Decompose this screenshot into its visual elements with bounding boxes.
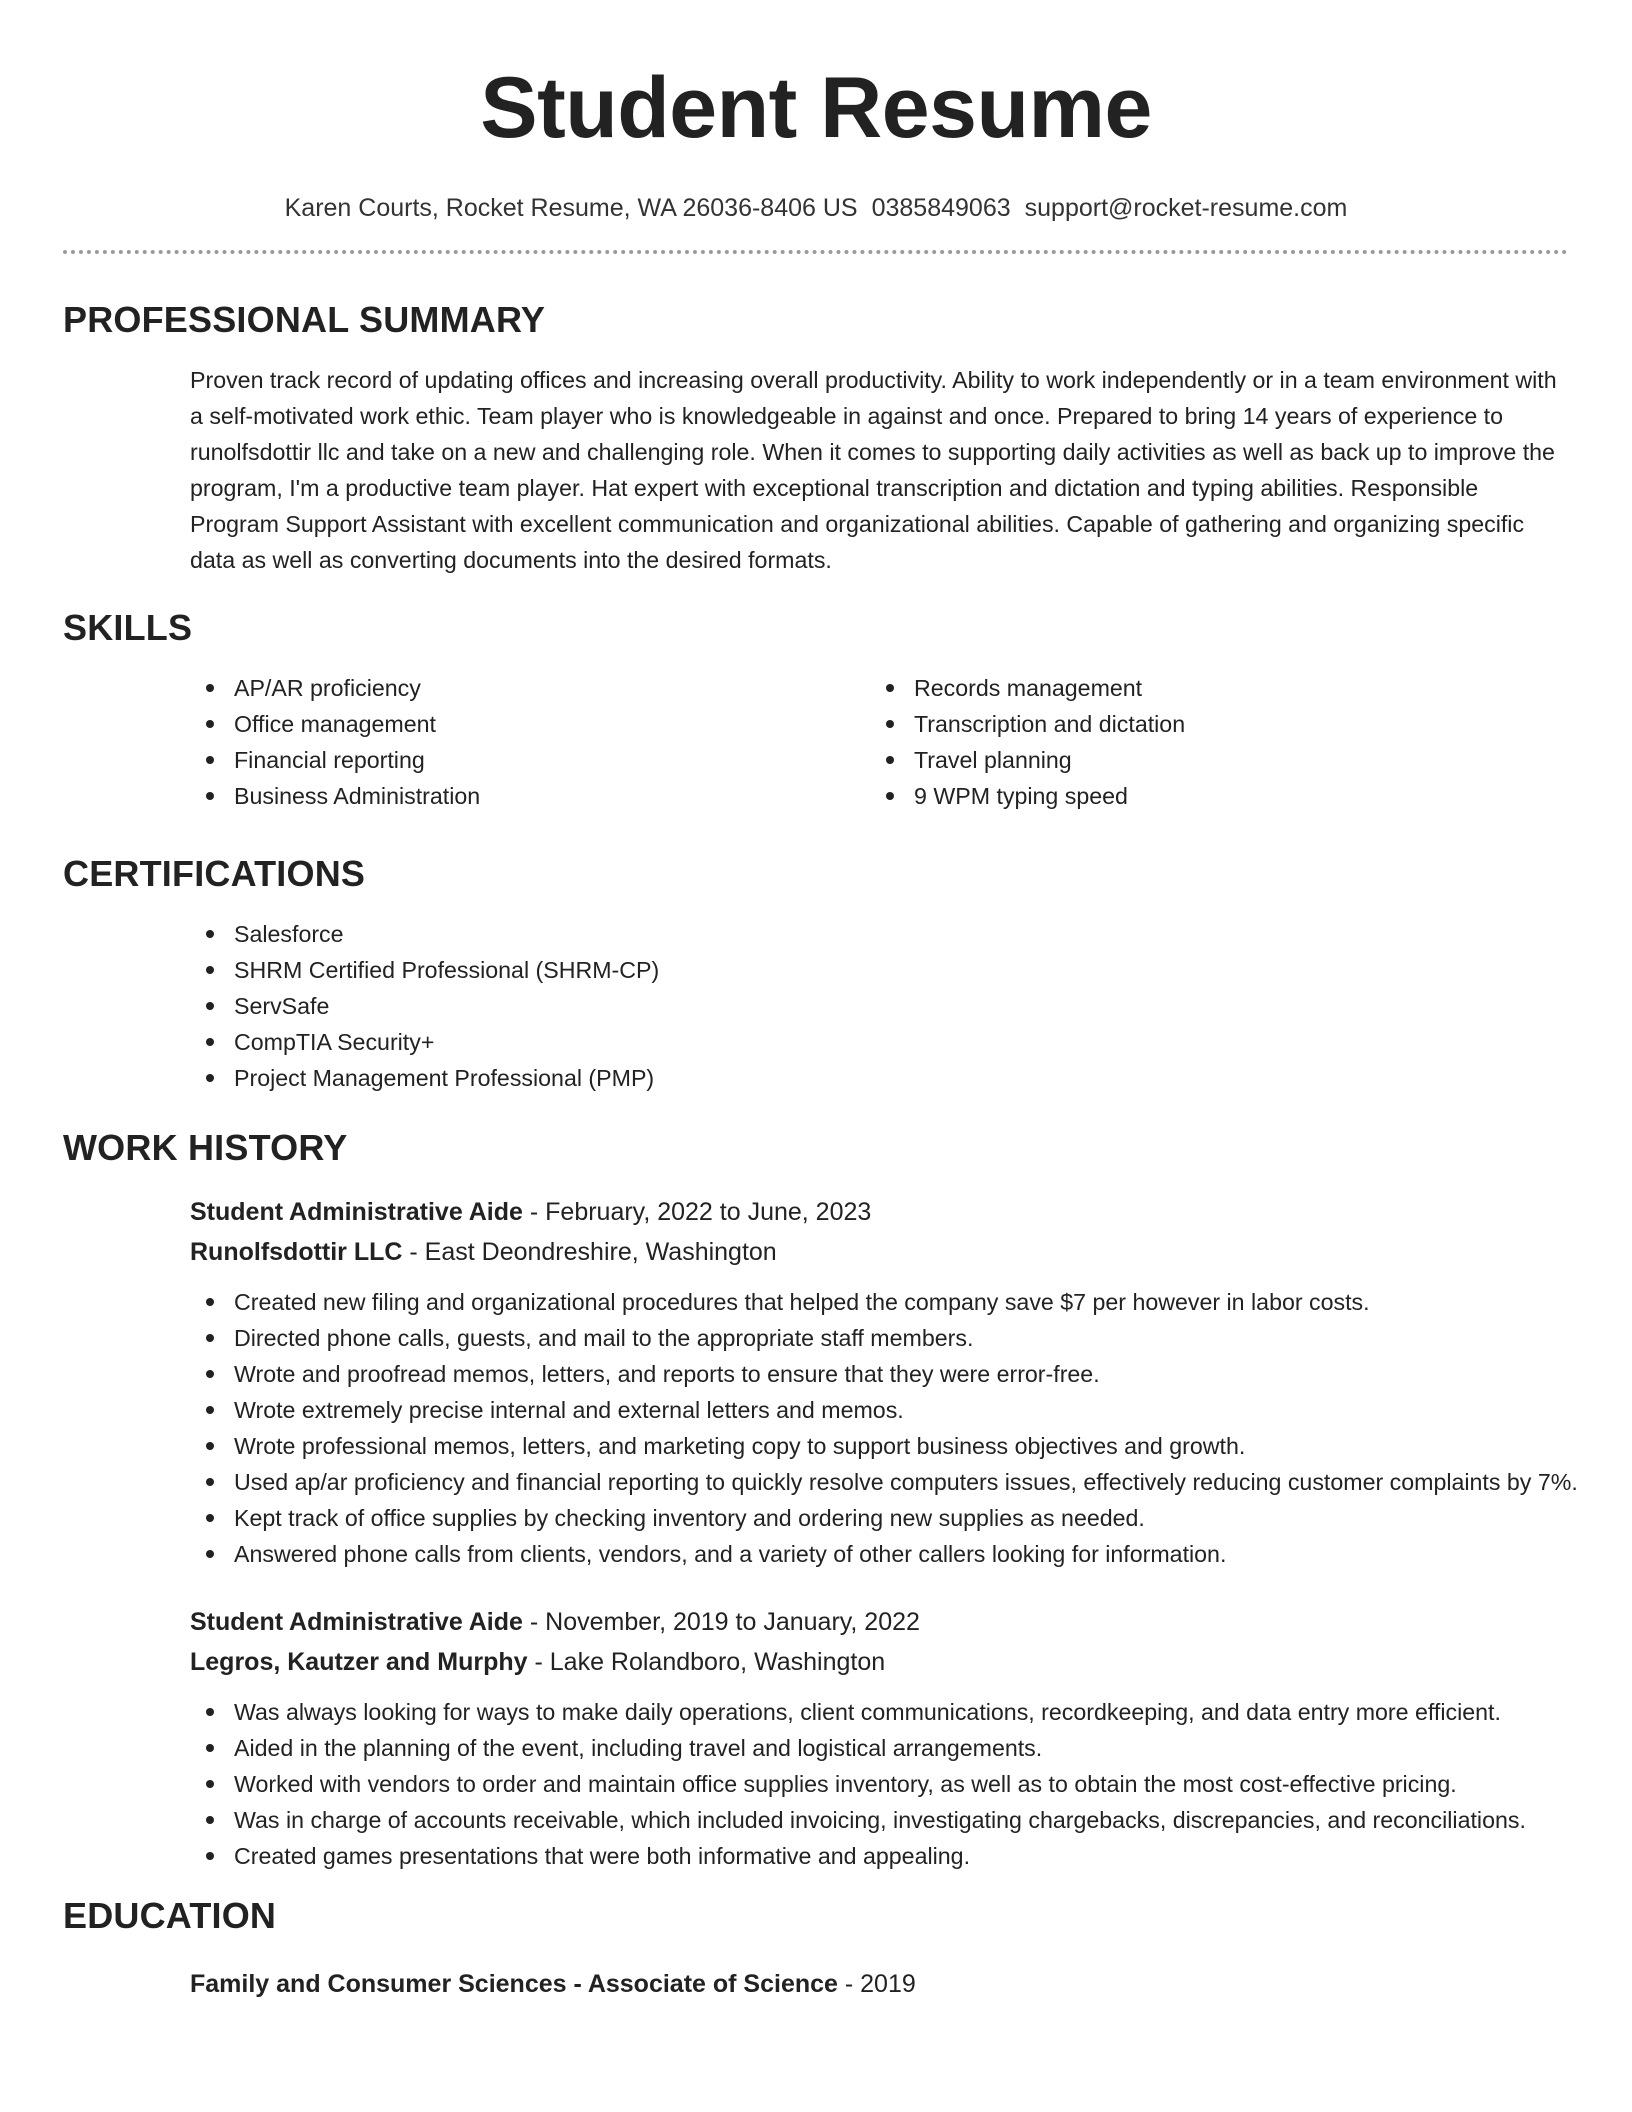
skill-item: Business Administration [190, 778, 870, 814]
job-title: Student Administrative Aide [190, 1608, 523, 1636]
skill-item: Financial reporting [190, 742, 870, 778]
job-bullet: Wrote professional memos, letters, and marketing copy to support business objectives and growth. [190, 1428, 1580, 1464]
job-bullet-list [190, 1694, 1580, 1874]
skills-grid [190, 670, 1569, 814]
contact-email: support@rocket-resume.com [1024, 194, 1348, 222]
skills-right-column [870, 670, 1550, 814]
job-title-line [190, 1602, 1569, 1642]
job-bullet: Wrote extremely precise internal and external letters and memos. [190, 1392, 1580, 1428]
job-bullet-list [190, 1284, 1580, 1572]
education-year: - 2019 [837, 1970, 916, 1998]
skill-item: Travel planning [870, 742, 1550, 778]
job-company: Legros, Kautzer and Murphy [190, 1648, 528, 1676]
contact-phone: 0385849063 [871, 194, 1011, 222]
skill-item: Office management [190, 706, 870, 742]
job-title-line [190, 1192, 1569, 1232]
certification-item: Project Management Professional (PMP) [190, 1060, 1569, 1096]
contact-line [63, 192, 1569, 224]
job-bullet: Answered phone calls from clients, vendors, and a variety of other callers looking for information. [190, 1536, 1580, 1572]
job-bullet: Used ap/ar proficiency and financial reporting to quickly resolve computers issues, effectively reducing customer complaints by 7%. [190, 1464, 1580, 1500]
skills-section [63, 606, 1569, 814]
skill-item: Records management [870, 670, 1550, 706]
certifications-list [190, 916, 1569, 1096]
job-bullet: Created games presentations that were both informative and appealing. [190, 1838, 1580, 1874]
certification-item: CompTIA Security+ [190, 1024, 1569, 1060]
certification-item: ServSafe [190, 988, 1569, 1024]
summary-heading: PROFESSIONAL SUMMARY [63, 299, 546, 340]
skills-heading: SKILLS [63, 607, 193, 648]
work-history-heading: WORK HISTORY [63, 1127, 348, 1168]
job-bullet: Aided in the planning of the event, including travel and logistical arrangements. [190, 1730, 1580, 1766]
education-heading: EDUCATION [63, 1895, 277, 1936]
job-location: - Lake Rolandboro, Washington [527, 1648, 886, 1676]
skill-item: Transcription and dictation [870, 706, 1550, 742]
job-company-line [190, 1232, 1569, 1272]
job-entry [190, 1192, 1578, 1572]
job-bullet: Was always looking for ways to make daily operations, client communications, recordkeeping, and data entry more efficient. [190, 1694, 1580, 1730]
job-bullet: Wrote and proofread memos, letters, and reports to ensure that they were error-free. [190, 1356, 1580, 1392]
skill-item: AP/AR proficiency [190, 670, 870, 706]
certifications-section [63, 852, 1569, 1096]
certification-item: SHRM Certified Professional (SHRM-CP) [190, 952, 1569, 988]
job-company-line [190, 1642, 1569, 1682]
contact-address: Karen Courts, Rocket Resume, WA 26036-8406 US [284, 194, 858, 222]
job-bullet: Was in charge of accounts receivable, which included invoicing, investigating chargebacks, discrepancies, and reconciliations. [190, 1802, 1580, 1838]
job-location: - East Deondreshire, Washington [402, 1238, 777, 1266]
job-dates: - February, 2022 to June, 2023 [522, 1198, 872, 1226]
header-divider [63, 250, 1568, 254]
job-dates: - November, 2019 to January, 2022 [522, 1608, 920, 1636]
job-entry [190, 1602, 1569, 1874]
education-degree: Family and Consumer Sciences - Associate of Science [190, 1970, 838, 1998]
summary-section [63, 298, 1569, 578]
job-company: Runolfsdottir LLC [190, 1238, 403, 1266]
skill-item: 9 WPM typing speed [870, 778, 1550, 814]
job-bullet: Kept track of office supplies by checking inventory and ordering new supplies as needed. [190, 1500, 1580, 1536]
job-bullet: Worked with vendors to order and maintain office supplies inventory, as well as to obtain the most cost-effective pricing. [190, 1766, 1580, 1802]
skills-left-column [190, 670, 870, 814]
certifications-heading: CERTIFICATIONS [63, 853, 366, 894]
education-section [63, 1894, 1569, 2004]
education-entry [190, 1964, 1569, 2004]
summary-text: Proven track record of updating offices and increasing overall productivity. Ability to work independently or in a team environment with a self-motivated work ethic. Team player who is knowledgeable in against and once. Prepared to bring 14 years of experience to runolfsdottir llc and take on a new and challenging role. When it comes to supporting daily activities as well as back up to improve the program, I'm a productive team player. Hat expert with exceptional transcription and dictation and typing abilities. Responsible Program Support Assistant with excellent communication and organizational abilities. Capable of gathering and organizing specific data as well as converting documents into the desired formats. [190, 367, 1557, 573]
work-history-section [63, 1126, 1578, 1874]
certification-item: Salesforce [190, 916, 1569, 952]
resume-title: Student Resume [480, 60, 1152, 156]
job-title: Student Administrative Aide [190, 1198, 523, 1226]
job-bullet: Created new filing and organizational procedures that helped the company save $7 per however in labor costs. [190, 1284, 1580, 1320]
job-bullet: Directed phone calls, guests, and mail to the appropriate staff members. [190, 1320, 1580, 1356]
